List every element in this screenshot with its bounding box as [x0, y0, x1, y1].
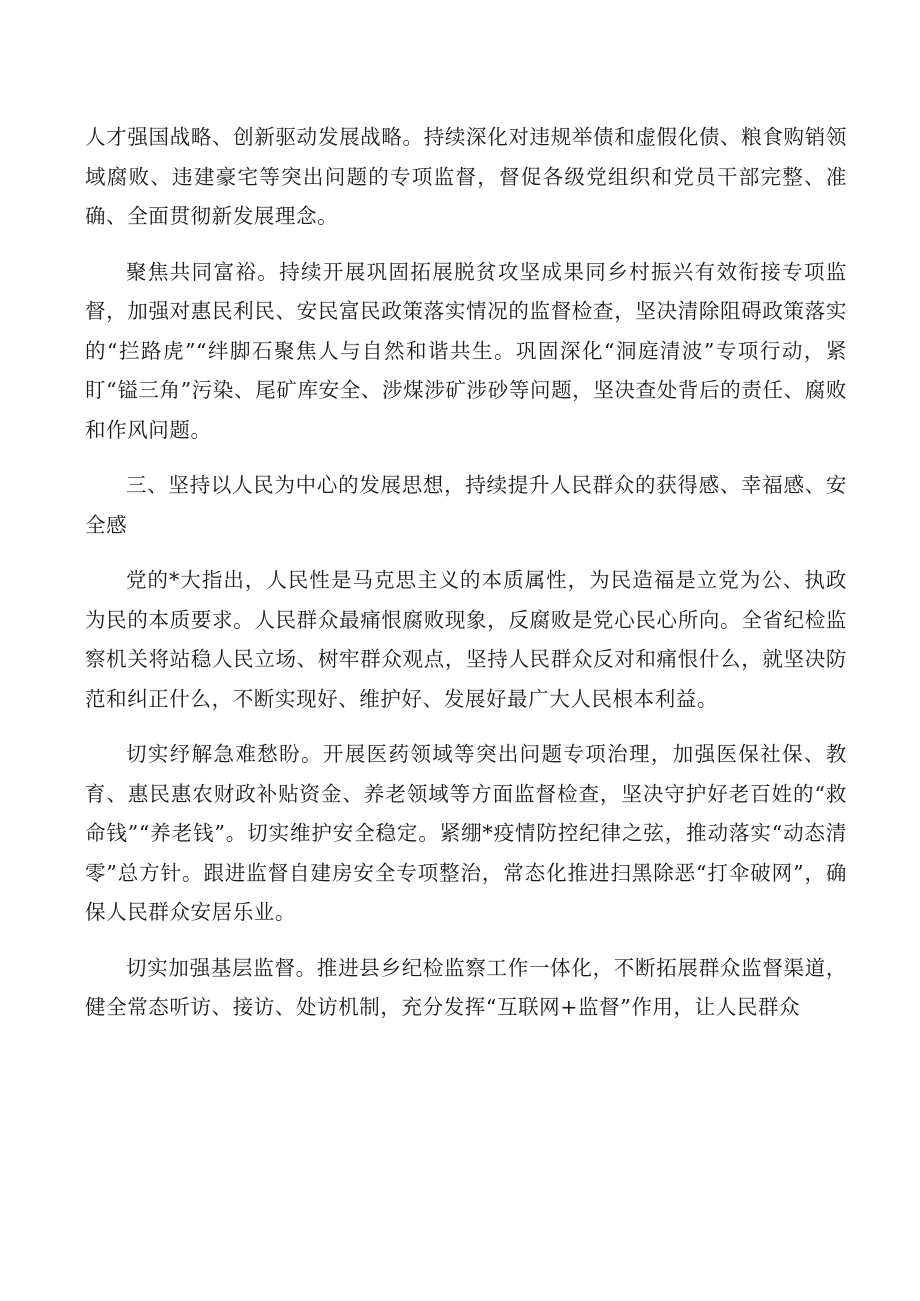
paragraph-continued-strategy: 人才强国战略、创新驱动发展战略。持续深化对违规举债和虚假化债、粮食购销领域腐败、违建豪宅等突出问题的专项监督，督促各级党组织和党员干部完整、准确、全面贯彻新发展理念。 — [85, 125, 847, 228]
paragraph-people-nature: 党的*大指出，人民性是马克思主义的本质属性，为民造福是立党为公、执政为民的本质要求。人民群众最痛恨腐败现象，反腐败是党心民心所向。全省纪检监察机关将站稳人民立场、树牢群众观点，坚持人民群众反对和痛恨什么，就坚决防范和纠正什么，不断实现好、维护好、发展好最广大人民根本利益。 — [85, 568, 847, 711]
document-body — [85, 118, 847, 1044]
paragraph-grassroots-supervision: 切实加强基层监督。推进县乡纪检监察工作一体化，不断拓展群众监督渠道，健全常态听访、接访、处访机制，充分发挥“互联网+监督”作用，让人民群众 — [85, 955, 847, 1019]
paragraph-urgent-needs: 切实纾解急难愁盼。开展医药领域等突出问题专项治理，加强医保社保、教育、惠民惠农财政补贴资金、养老领域等方面监督检查，坚决守护好老百姓的“救命钱”“养老钱”。切实维护安全稳定。紧绷*疫情防控纪律之弦，推动落实“动态清零”总方针。跟进监督自建房安全专项整治，常态化推进扫黑除恶“打伞破网”，确保人民群众安居乐业。 — [85, 742, 847, 924]
paragraph-common-prosperity: 聚焦共同富裕。持续开展巩固拓展脱贫攻坚成果同乡村振兴有效衔接专项监督，加强对惠民利民、安民富民政策落实情况的监督检查，坚决清除阻碍政策落实的“拦路虎”“绊脚石聚焦人与自然和谐共生。巩固深化“洞庭清波”专项行动，紧盯“镒三角”污染、尾矿库安全、涉煤涉矿涉砂等问题，坚决查处背后的责任、腐败和作风问题。 — [85, 259, 847, 442]
section-heading-people-centered: 三、坚持以人民为中心的发展思想，持续提升人民群众的获得感、幸福感、安全感 — [85, 473, 847, 537]
